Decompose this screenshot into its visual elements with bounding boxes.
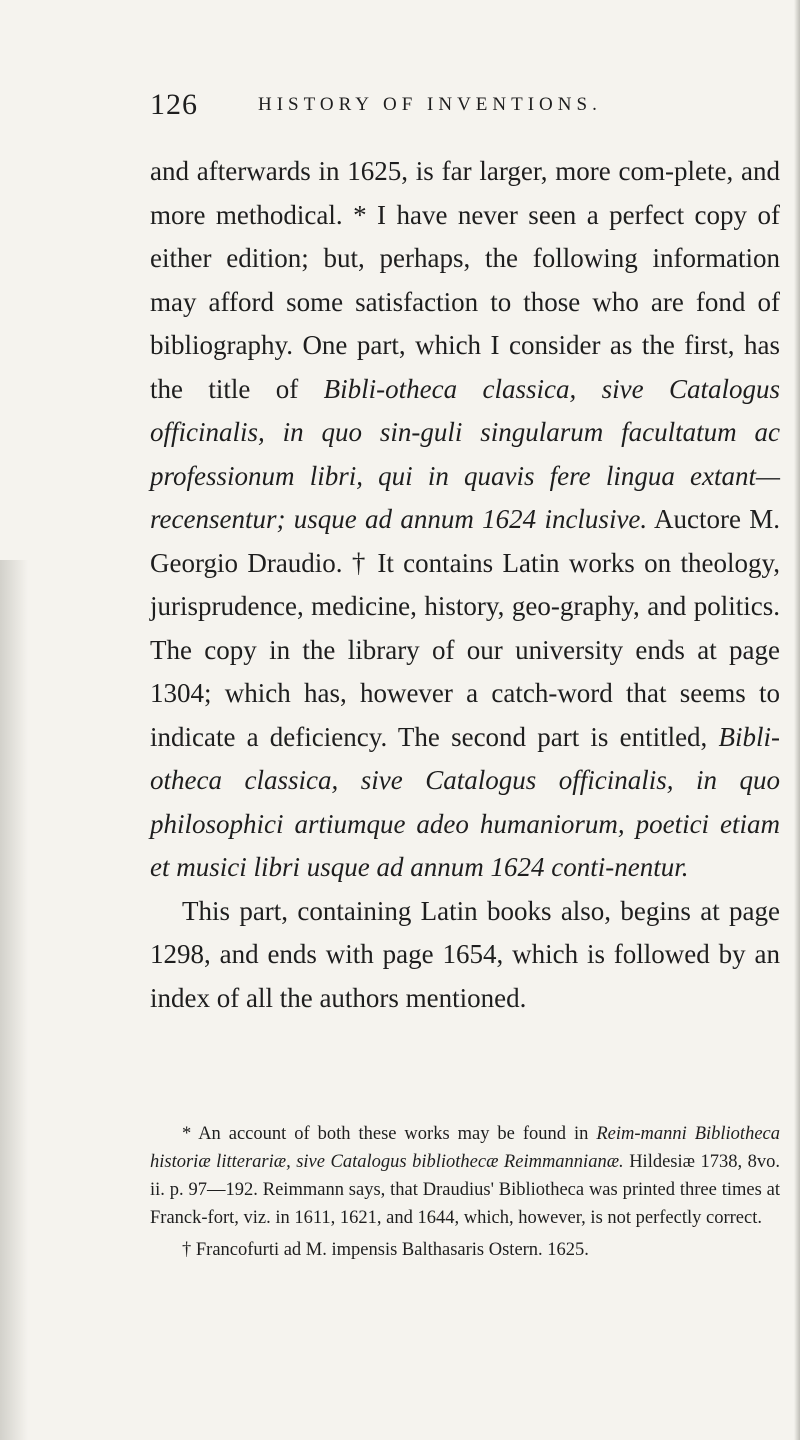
page-number: 126 (150, 88, 198, 121)
paragraph-1-title-b: Bibli-otheca classica, sive Catalogus officinalis, in quo philosophici artiumque adeo humaniorum, poetici etiam et musici libri usque ad annum 1624 conti-nentur. (150, 721, 780, 882)
footnote-1 (150, 1120, 780, 1232)
footnotes (150, 1120, 780, 1264)
footnote-1-text-b: Hildesiæ 1738, 8vo. ii. p. 97—192. Reimmann says, that Draudius' Bibliotheca was printed three times at Franck-fort, viz. in 1611, 1621, and 1644, which, however, is not perfectly correct. (150, 1152, 781, 1228)
footnote-1-title: Reim-manni Bibliotheca historiæ litterariæ, sive Catalogus bibliothecæ Reimmannianæ. (150, 1124, 780, 1172)
paragraph-1-title-a: Bibli-otheca classica, sive Catalogus officinalis, in quo sin-guli singularum facultatum ac professionum libri, qui in quavis fere lingua extant—recensentur; usque ad annum 1624 inclusive. (150, 373, 780, 534)
scan-shadow (0, 560, 28, 1440)
paragraph-1-text-a: and afterwards in 1625, is far larger, more com-plete, and more methodical. * I have never seen a perfect copy of either edition; but, perhaps, the following information may afford some satisfaction to those who are fond of bibliography. One part, which I consider as the first, has the title of (150, 156, 780, 404)
main-text (150, 150, 780, 1020)
paragraph-1-text-b: Auctore M. Georgio Draudio. † It contains Latin works on theology, jurisprudence, medicine, history, geo-graphy, and politics. The copy in the library of our university ends at page 1304; which has, however a catch-word that seems to indicate a deficiency. The second part is entitled, (150, 504, 781, 752)
paragraph-1 (150, 150, 780, 890)
paragraph-2: This part, containing Latin books also, begins at page 1298, and ends with page 1654, which is followed by an index of all the authors mentioned. (150, 895, 780, 1013)
running-title: HISTORY OF INVENTIONS. (258, 94, 602, 115)
footnote-2: † Francofurti ad M. impensis Balthasaris Ostern. 1625. (182, 1240, 589, 1260)
running-head (150, 88, 710, 128)
footnote-1-text-a: * An account of both these works may be found in (182, 1124, 597, 1144)
scan-edge (794, 0, 800, 1440)
